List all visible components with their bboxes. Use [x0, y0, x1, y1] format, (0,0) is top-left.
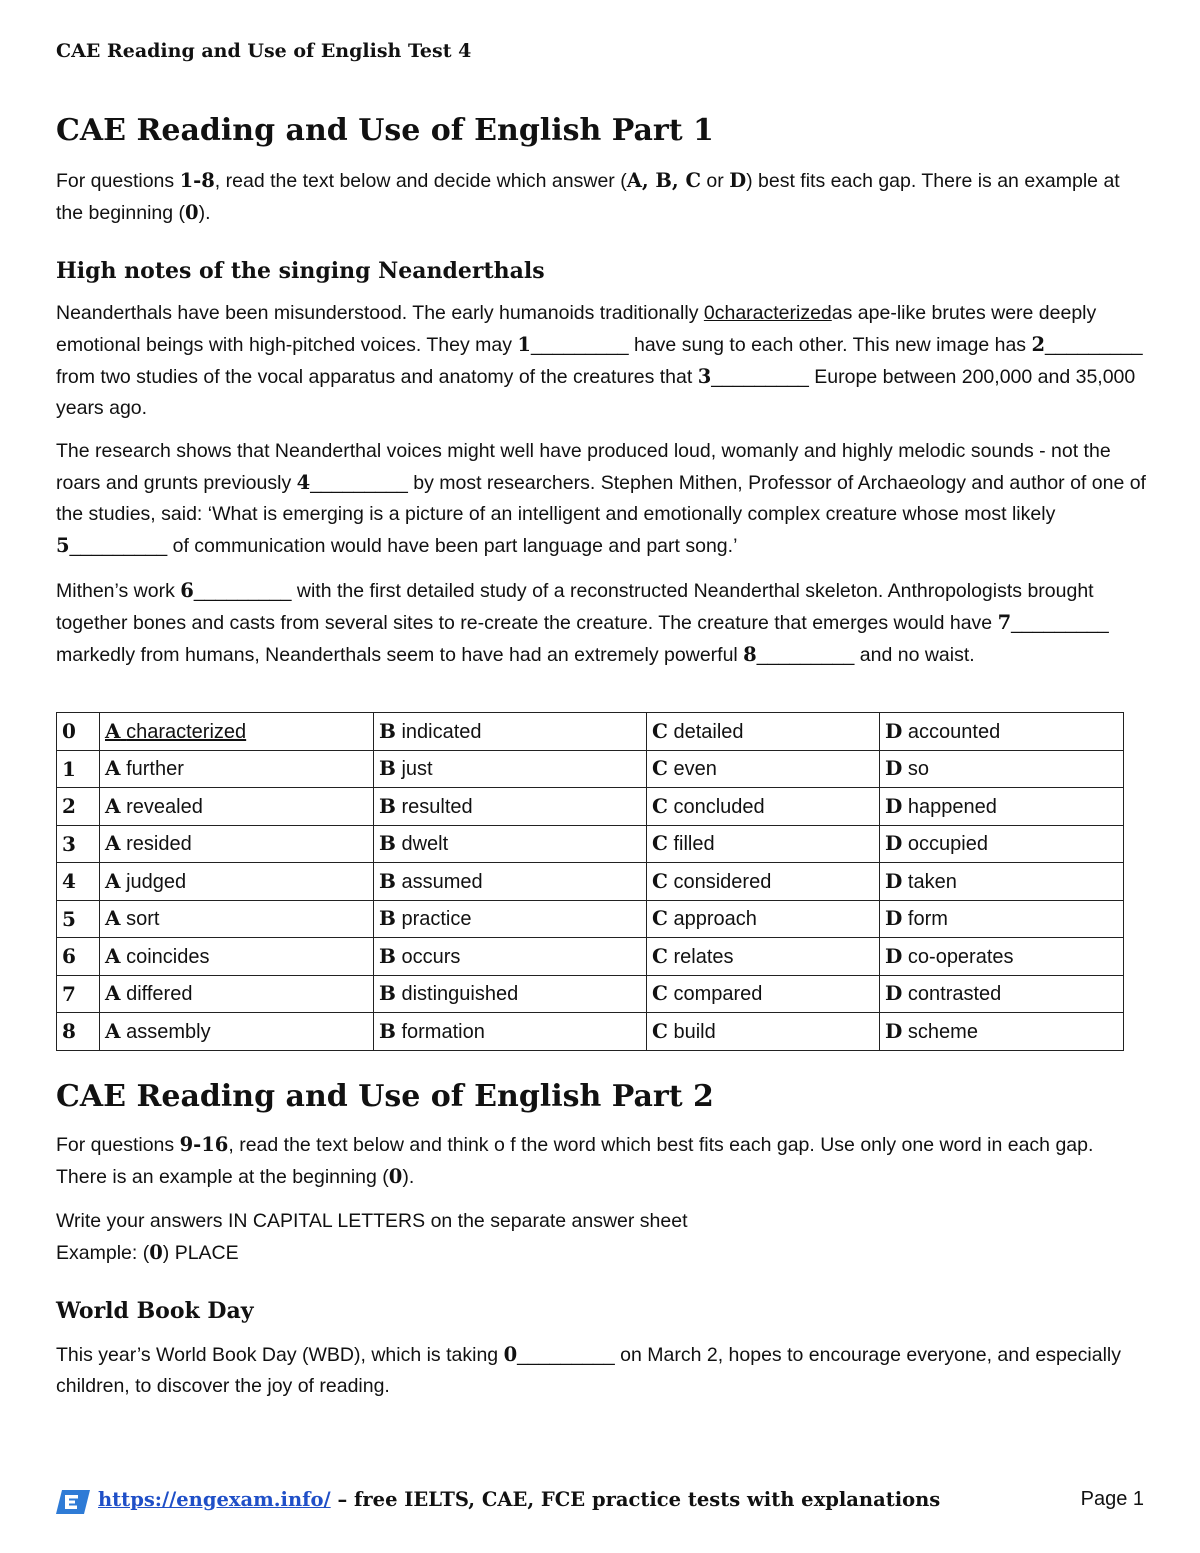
option-letter: D [885, 868, 903, 893]
part1-instructions: For questions 1-8, read the text below and decide which answer (A, B, C or D) best fits each gap. There is an example at the beginning (0). [56, 169, 1120, 224]
gap-3: 3 [697, 365, 712, 388]
option-letter: A [105, 1018, 121, 1043]
option-word: co-operates [907, 945, 1014, 968]
option-b [374, 900, 647, 938]
option-word: form [907, 908, 948, 931]
option-letter: C [652, 868, 668, 893]
option-letter: D [885, 981, 903, 1006]
gap-2: 2 [1031, 333, 1046, 356]
option-row [57, 1013, 1124, 1051]
option-word: contrasted [907, 983, 1002, 1006]
option-word: build [673, 1020, 716, 1043]
option-word: occurs [401, 945, 461, 968]
part2-write-instruction: Write your answers IN CAPITAL LETTERS on the separate answer sheet Example: (0) PLACE [56, 1206, 1146, 1269]
option-a [100, 863, 374, 901]
option-word: assembly [126, 1020, 211, 1043]
option-word: compared [673, 983, 763, 1006]
option-row [57, 900, 1124, 938]
option-word: characterized [126, 720, 247, 743]
option-c [647, 863, 880, 901]
option-a [100, 900, 374, 938]
option-word: indicated [401, 720, 482, 743]
option-word: scheme [907, 1020, 978, 1043]
option-row [57, 788, 1124, 826]
option-d [880, 713, 1124, 751]
option-letter: B [379, 793, 396, 818]
part2-paragraph-1: This year’s World Book Day (WBD), which is taking 0_________ on March 2, hopes to encourage everyone, and especially children, to discover the joy of reading. [56, 1343, 1121, 1397]
option-c [647, 938, 880, 976]
option-a [100, 713, 374, 751]
option-row [57, 750, 1124, 788]
option-letter: C [652, 1018, 668, 1043]
page-number: Page 1 [1080, 1488, 1144, 1510]
option-d [880, 1013, 1124, 1051]
question-number: 5 [57, 900, 100, 938]
gap-7: 7 [997, 611, 1012, 634]
option-letter: A [105, 793, 121, 818]
option-d [880, 825, 1124, 863]
part1-title: CAE Reading and Use of English Part 1 [56, 113, 714, 148]
option-word: revealed [126, 795, 203, 818]
option-c [647, 788, 880, 826]
question-number: 3 [57, 825, 100, 863]
option-letter: B [379, 756, 396, 781]
question-number: 4 [57, 863, 100, 901]
option-c [647, 750, 880, 788]
part2-text-title: World Book Day [56, 1298, 254, 1324]
example-answer: 0characterized [703, 302, 832, 324]
option-letter: C [652, 756, 668, 781]
option-d [880, 975, 1124, 1013]
question-number: 6 [57, 938, 100, 976]
option-d [880, 863, 1124, 901]
footer-tagline: – free IELTS, CAE, FCE practice tests with explanations [330, 1488, 941, 1511]
option-row [57, 713, 1124, 751]
gap-6: 6 [180, 579, 194, 602]
option-word: formation [401, 1020, 485, 1043]
part2-example: Example: (0) PLACE [56, 1241, 239, 1264]
option-row [57, 863, 1124, 901]
engexam-link[interactable]: https://engexam.info/ [98, 1488, 331, 1511]
options-table [56, 712, 1124, 1051]
option-letter: D [885, 793, 903, 818]
option-letter: D [885, 718, 903, 743]
option-a [100, 750, 374, 788]
option-letter: B [379, 943, 396, 968]
option-letter: C [652, 831, 668, 856]
option-letter: D [885, 906, 903, 931]
option-word: judged [126, 870, 187, 893]
part2-instructions: For questions 9-16, read the text below and think o f the word which best fits each gap. Use only one word in each gap. There is an example at the beginning (0). [56, 1133, 1094, 1188]
option-word: resided [126, 833, 192, 856]
option-row [57, 975, 1124, 1013]
option-a [100, 825, 374, 863]
running-header: CAE Reading and Use of English Test 4 [56, 40, 472, 62]
option-d [880, 938, 1124, 976]
option-b [374, 788, 647, 826]
option-word: just [401, 758, 433, 781]
option-c [647, 975, 880, 1013]
option-word: resulted [401, 795, 473, 818]
option-c [647, 1013, 880, 1051]
option-letter: A [105, 906, 121, 931]
option-word: approach [673, 908, 757, 931]
option-a [100, 938, 374, 976]
option-word: considered [673, 870, 772, 893]
option-letter: B [379, 906, 396, 931]
option-a [100, 1013, 374, 1051]
option-d [880, 788, 1124, 826]
option-letter: D [885, 943, 903, 968]
option-letter: D [885, 756, 903, 781]
question-number: 7 [57, 975, 100, 1013]
option-word: distinguished [401, 983, 519, 1006]
option-word: dwelt [401, 833, 449, 856]
part1-text-title: High notes of the singing Neanderthals [56, 258, 545, 284]
option-letter: B [379, 1018, 396, 1043]
option-word: accounted [907, 720, 1001, 743]
option-word: so [907, 758, 930, 781]
option-b [374, 863, 647, 901]
option-letter: C [652, 943, 668, 968]
option-b [374, 1013, 647, 1051]
page-footer [56, 1484, 1146, 1518]
option-letter: B [379, 868, 396, 893]
gap-0: 0 [503, 1343, 518, 1366]
option-letter: A [105, 868, 121, 893]
option-d [880, 750, 1124, 788]
part2-title: CAE Reading and Use of English Part 2 [56, 1079, 714, 1114]
option-a [100, 975, 374, 1013]
option-word: coincides [126, 945, 210, 968]
option-word: even [673, 758, 717, 781]
option-b [374, 825, 647, 863]
option-b [374, 713, 647, 751]
gap-1: 1 [517, 333, 531, 356]
option-word: detailed [673, 720, 744, 743]
option-word: assumed [401, 870, 483, 893]
option-b [374, 750, 647, 788]
option-letter: B [379, 831, 396, 856]
question-number: 8 [57, 1013, 100, 1051]
option-word: practice [401, 908, 472, 931]
option-c [647, 825, 880, 863]
gap-5: 5 [56, 534, 70, 557]
option-letter: A [105, 756, 121, 781]
option-c [647, 900, 880, 938]
option-letter: A [105, 981, 121, 1006]
option-letter: C [652, 718, 668, 743]
gap-4: 4 [296, 471, 311, 494]
option-letter: A [105, 943, 121, 968]
option-b [374, 975, 647, 1013]
option-letter: A [105, 831, 121, 856]
option-letter: C [652, 793, 668, 818]
engexam-logo-icon [56, 1488, 90, 1516]
option-c [647, 713, 880, 751]
question-number: 1 [57, 750, 100, 788]
option-letter: A [105, 718, 121, 743]
part1-paragraph-3: Mithen’s work 6_________ with the first detailed study of a reconstructed Neanderthal skeleton. Anthropologists brought together bones and casts from several sites to re-create the creature. The creature that emerges would have 7_________ markedly from humans, Neanderthals seem to have had an extremely powerful 8_________ and no waist. [56, 579, 1109, 666]
option-letter: D [885, 831, 903, 856]
option-letter: C [652, 981, 668, 1006]
option-word: filled [673, 833, 715, 856]
option-word: concluded [673, 795, 765, 818]
gap-8: 8 [743, 643, 757, 666]
part1-paragraph-2: The research shows that Neanderthal voices might well have produced loud, womanly and highly melodic sounds - not the roars and grunts previously 4_________ by most researchers. Stephen Mithen, Professor of Archaeology and author of one of the studies, said: ‘What is emerging is a picture of an intelligent and emotionally complex creature whose most likely 5_________ of communication would have been part language and part song.’ [56, 440, 1146, 557]
option-d [880, 900, 1124, 938]
option-letter: B [379, 718, 396, 743]
option-word: relates [673, 945, 734, 968]
option-word: taken [907, 870, 957, 893]
option-word: occupied [907, 833, 988, 856]
question-number: 2 [57, 788, 100, 826]
option-word: further [126, 758, 184, 781]
option-word: differed [126, 983, 193, 1006]
example-option [105, 718, 247, 743]
option-row [57, 938, 1124, 976]
option-letter: D [885, 1018, 903, 1043]
option-a [100, 788, 374, 826]
part1-paragraph-1: Neanderthals have been misunderstood. The early humanoids traditionally 0characterizedas ape-like brutes were deeply emotional beings with high-pitched voices. They may 1_________ have sung to each other. This new image has 2_________ from two studies of the vocal apparatus and anatomy of the creatures that 3_________ Europe between 200,000 and 35,000 years ago. [56, 302, 1143, 419]
option-letter: B [379, 981, 396, 1006]
option-row [57, 825, 1124, 863]
option-letter: C [652, 906, 668, 931]
question-number: 0 [57, 713, 100, 751]
option-word: happened [907, 795, 997, 818]
option-b [374, 938, 647, 976]
footer-text [98, 1488, 940, 1511]
option-word: sort [126, 908, 160, 931]
